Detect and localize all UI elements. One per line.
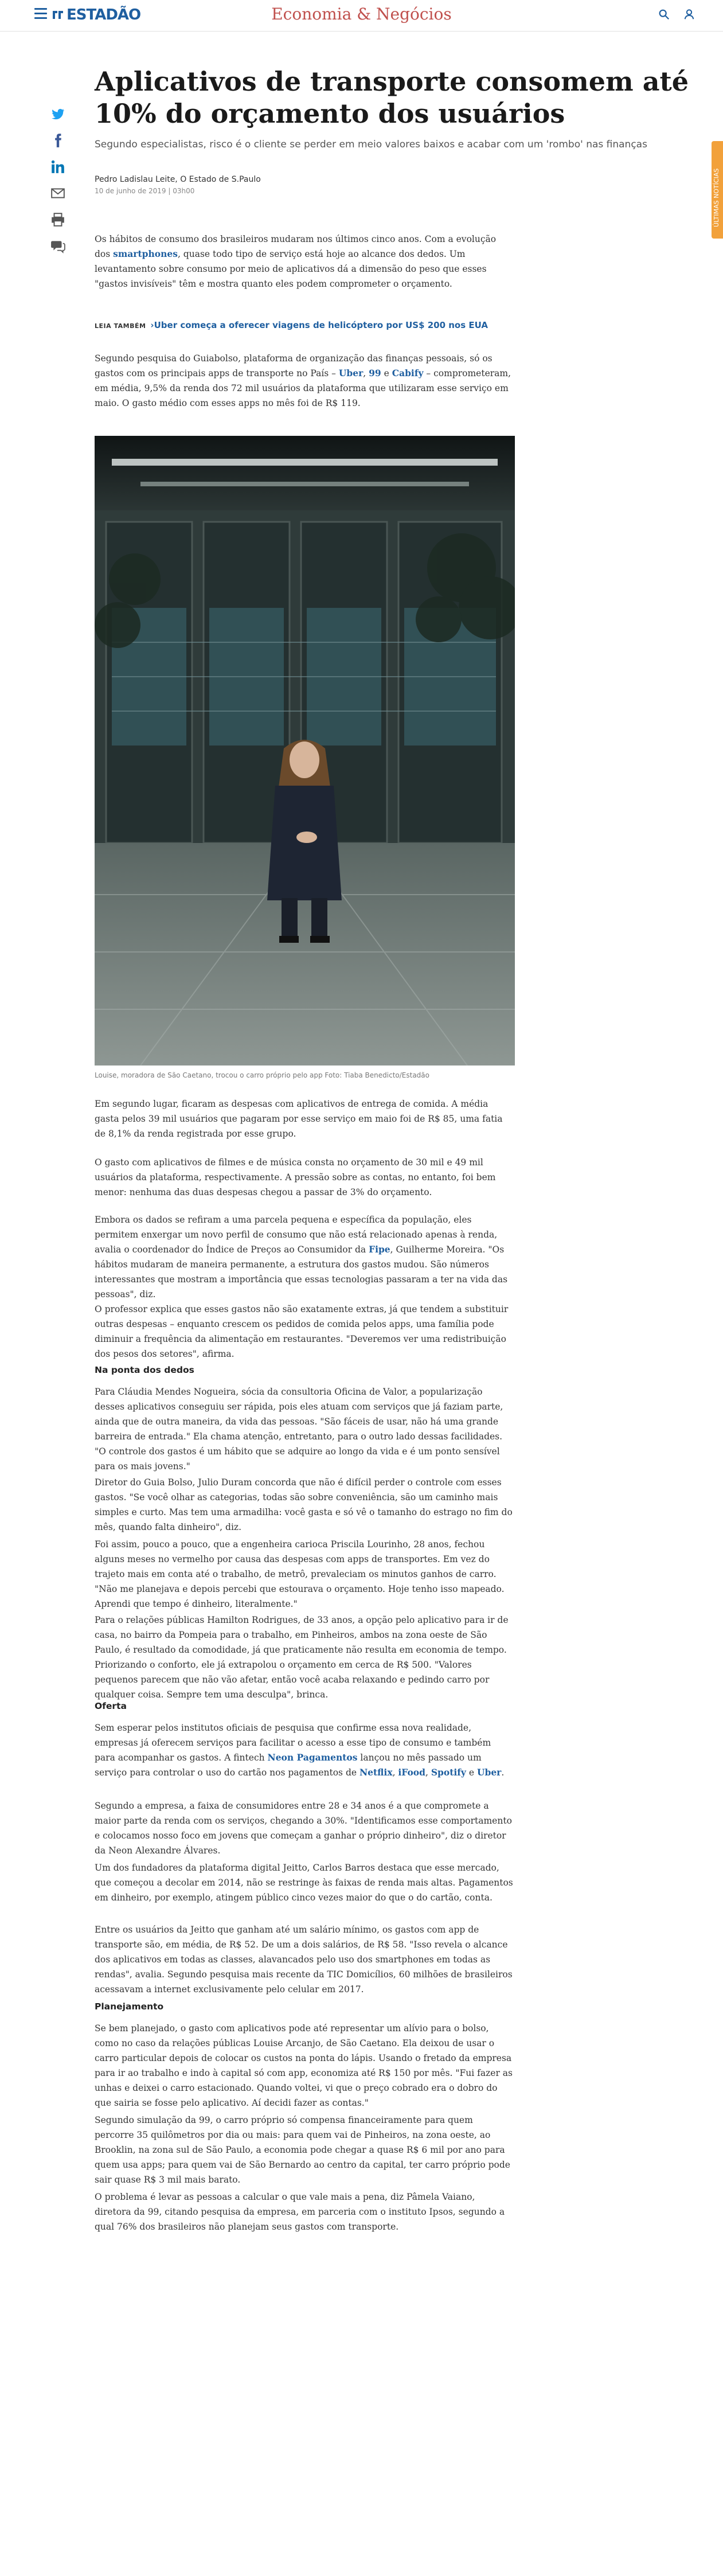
uber-link[interactable]: Uber xyxy=(338,368,364,378)
uber-link-2[interactable]: Uber xyxy=(476,1767,502,1778)
paragraph-4: O gasto com aplicativos de filmes e de música consta no orçamento de 30 mil e 49 mil usuários da plataforma, respectivamente. A pressão sobre as contas, no entanto, foi bem menor: nenhuma das duas despesas chegou a passar de 3% do orçamento. xyxy=(95,1157,496,1197)
search-icon[interactable] xyxy=(658,8,670,21)
related-tag: LEIA TAMBÉM xyxy=(95,322,146,330)
article-title: Aplicativos de transporte consomem até 10% do orçamento dos usuários xyxy=(95,66,689,129)
paragraph-16: Segundo simulação da 99, o carro próprio só compensa financeiramente para quem percorre 35 quilômetros por dia ou mais: para quem vai de Pinheiros, na zona oeste, ao Brooklin, na zona sul de São Paulo, a economia pode chegar a quase R$ 6 mil por ano para quem usa apps; para quem vai de São Bernardo ao centro da capital, ter carro próprio pode sair quase R$ 3 mil mais barato. xyxy=(95,2115,510,2185)
spotify-link[interactable]: Spotify xyxy=(431,1767,466,1778)
ifood-link[interactable]: iFood xyxy=(398,1767,425,1778)
paragraph-10: Para o relações públicas Hamilton Rodrigues, de 33 anos, a opção pelo aplicativo para ir de casa, no bairro da Pompeia para o trabalho, em Pinheiros, ambos na zona oeste de São Paulo, é resultado da comodidade, já que praticamente não resulta em economia de tempo. Priorizando o conforto, ele já extrapolou o orçamento em cerca de R$ 500. "Valores pequenos parecem que não vão afetar, então você acaba relaxando e pedindo carro por qualquer coisa. Sempre tem uma desculpa", brinca. xyxy=(95,1615,509,1700)
paragraph-2: Segundo pesquisa do Guiabolso, plataforma de organização das finanças pessoais, só os gastos com os principais apps de transporte no País – Uber, 99 e Cabify – comprometeram, em média, 9,5% da renda dos 72 mil usuários da plataforma que utilizaram esse serviço em maio. O gasto médio com esses apps no mês foi de R$ 119. xyxy=(95,353,511,408)
article-byline: Pedro Ladislau Leite, O Estado de S.Paulo xyxy=(95,175,261,184)
99-link[interactable]: 99 xyxy=(369,368,381,378)
section-title[interactable]: Economia & Negócios xyxy=(271,5,452,24)
linkedin-icon[interactable] xyxy=(49,158,67,175)
paragraph-9: Foi assim, pouco a pouco, que a engenheira carioca Priscila Lourinho, 28 anos, fechou alguns meses no vermelho por causa das despesas com apps de transportes. Em vez do trajeto mais em conta até o trabalho, de metrô, prevaleciam os minutos ganhos de carro. "Não me planejava e depois percebi que estourava o orçamento. Hoje tenho isso mapeado. Aprendi que tempo é dinheiro, literalmente." xyxy=(95,1539,505,1609)
article-date: 10 de junho de 2019 | 03h00 xyxy=(95,187,195,195)
email-icon[interactable] xyxy=(49,185,67,202)
share-bar xyxy=(49,106,67,264)
logo-text: ESTADÃO xyxy=(67,6,141,24)
subheading-planejamento: Planejamento xyxy=(95,2001,164,2012)
paragraph-5: Embora os dados se refiram a uma parcela pequena e específica da população, eles permitem enxergar um novo perfil de consumo que não está relacionado apenas à renda, avalia o coordenador do Índice de Preços ao Consumidor da Fipe, Guilherme Moreira. "Os hábitos mudaram de maneira permanente, a estrutura dos gastos mudou. São números interessantes que mostram a importância que essas tecnologias passaram a ter na vida das pessoas", diz. xyxy=(95,1215,508,1299)
cabify-link[interactable]: Cabify xyxy=(392,368,424,378)
fipe-link[interactable]: Fipe xyxy=(369,1244,390,1255)
twitter-icon[interactable] xyxy=(49,106,67,123)
paragraph-1: Os hábitos de consumo dos brasileiros mudaram nos últimos cinco anos. Com a evolução dos smartphones, quase todo tipo de serviço está hoje ao alcance dos dedos. Um levantamento sobre consumo por meio de aplicativos dá a dimensão do peso que esses "gastos invisíveis" têm e mostra quanto eles podem comprometer o orçamento. xyxy=(95,234,497,289)
paragraph-3: Em segundo lugar, ficaram as despesas com aplicativos de entrega de comida. A média gasta pelos 39 mil usuários que pagaram por esse serviço em maio foi de R$ 85, uma fatia de 8,1% da renda registrada por esse grupo. xyxy=(95,1099,503,1139)
subheading-oferta: Oferta xyxy=(95,1701,127,1711)
smartphones-link[interactable]: smartphones xyxy=(113,248,178,259)
photo-illustration xyxy=(95,436,515,1065)
paragraph-12: Segundo a empresa, a faixa de consumidores entre 28 e 34 anos é a que compromete a maior parte da renda com os serviços, chegando a 30%. "Identificamos esse comportamento e colocamos nosso foco em jovens que começam a ganhar o próprio dinheiro", diz o diretor da Neon Alexandre Álvares. xyxy=(95,1801,512,1856)
user-icon[interactable] xyxy=(683,8,695,21)
top-bar xyxy=(0,0,723,32)
paragraph-7: Para Cláudia Mendes Nogueira, sócia da consultoria Oficina de Valor, a popularização desses aplicativos conseguiu ser rápida, pois eles atuam com serviços que já faziam parte, ainda que de outra maneira, da vida das pessoas. "São fáceis de usar, não há uma grande barreira de entrada." Ela chama atenção, entretanto, para o outro lado dessas facilidades. "O controle dos gastos é um hábito que se adquire ao longo da vida e é um ponto sensível para os mais jovens." xyxy=(95,1387,503,1472)
subheading-ponta: Na ponta dos dedos xyxy=(95,1365,194,1375)
latest-news-label: ÚLTIMAS NOTÍCIAS xyxy=(713,168,720,227)
paragraph-17: O problema é levar as pessoas a calcular o que vale mais a pena, diz Pâmela Vaiano, diretora da 99, citando pesquisa da empresa, em parceria com o instituto Ipsos, segundo a qual 76% dos brasileiros não planejam seus gastos com transporte. xyxy=(95,2192,505,2232)
print-icon[interactable] xyxy=(49,211,67,228)
related-article-link[interactable]: Uber começa a oferecer viagens de helicóptero por US$ 200 nos EUA xyxy=(154,320,488,330)
facebook-icon[interactable] xyxy=(49,132,67,149)
paragraph-15: Se bem planejado, o gasto com aplicativos pode até representar um alívio para o bolso, como no caso da relações públicas Louise Arcanjo, de São Caetano. Ela deixou de usar o carro particular depois de colocar os custos na ponta do lápis. Usando o fretado da empresa para ir ao trabalho e indo à capital só com app, economiza até R$ 150 por mês. "Fui fazer as unhas e deixei o carro estacionado. Quando voltei, vi que o preço cobrado era o dobro do que sairia se fosse pelo aplicativo. Aí decidi fazer as contas." xyxy=(95,2023,513,2108)
paragraph-8: Diretor do Guia Bolso, Julio Duram concorda que não é difícil perder o controle com esses gastos. "Se você olhar as categorias, todas são sobre conveniência, são um caminho mais simples e curto. Mas tem uma armadilha: você gasta e só vê o tamanho do estrago no fim do mês, quando falta dinheiro", diz. xyxy=(95,1477,513,1532)
neon-link[interactable]: Neon Pagamentos xyxy=(267,1752,358,1763)
paragraph-6: O professor explica que esses gastos não são exatamente extras, já que tendem a substituir outras despesas – enquanto crescem os pedidos de comida pelos apps, uma família pode diminuir a frequência da alimentação em restaurantes. "Deveremos ver uma redistribuição dos pesos dos setores", afirma. xyxy=(95,1304,509,1359)
paragraph-14: Entre os usuários da Jeitto que ganham até um salário mínimo, os gastos com app de transporte são, em média, de R$ 52. De um a dois salários, de R$ 58. "Isso revela o alcance dos aplicativos em todas as classes, alavancados pelo uso dos smartphones em todas as rendas", avalia. Segundo pesquisa mais recente da TIC Domicílios, 60 milhões de brasileiros acessavam a internet exclusivamente pelo celular em 2017. xyxy=(95,1925,513,1995)
related-article xyxy=(95,320,513,330)
photo-caption: Louise, moradora de São Caetano, trocou o carro próprio pelo app Foto: Tiaba Benedicto/Estadão xyxy=(95,1071,429,1079)
paragraph-11: Sem esperar pelos institutos oficiais de pesquisa que confirme essa nova realidade, empresas já oferecem serviços para facilitar o acesso a esse tipo de consumo e também para acompanhar os gastos. A fintech Neon Pagamentos lançou no mês passado um serviço para controlar o uso do cartão nos pagamentos de Netflix, iFood, Spotify e Uber. xyxy=(95,1723,505,1778)
article-photo[interactable] xyxy=(95,436,515,1065)
chevron-right-icon: › xyxy=(150,320,154,330)
article-subtitle: Segundo especialistas, risco é o cliente se perder em meio valores baixos e acabar com um 'rombo' nas finanças xyxy=(95,139,647,150)
netflix-link[interactable]: Netflix xyxy=(359,1767,393,1778)
paragraph-13: Um dos fundadores da plataforma digital Jeitto, Carlos Barros destaca que esse mercado, que começou a decolar em 2014, não se restringe às faixas de renda mais altas. Pagamentos em dinheiro, por exemplo, atingem público cinco vezes maior do que o do cartão, conta. xyxy=(95,1863,513,1903)
latest-news-tab[interactable] xyxy=(712,141,723,239)
comments-icon[interactable] xyxy=(49,237,67,255)
